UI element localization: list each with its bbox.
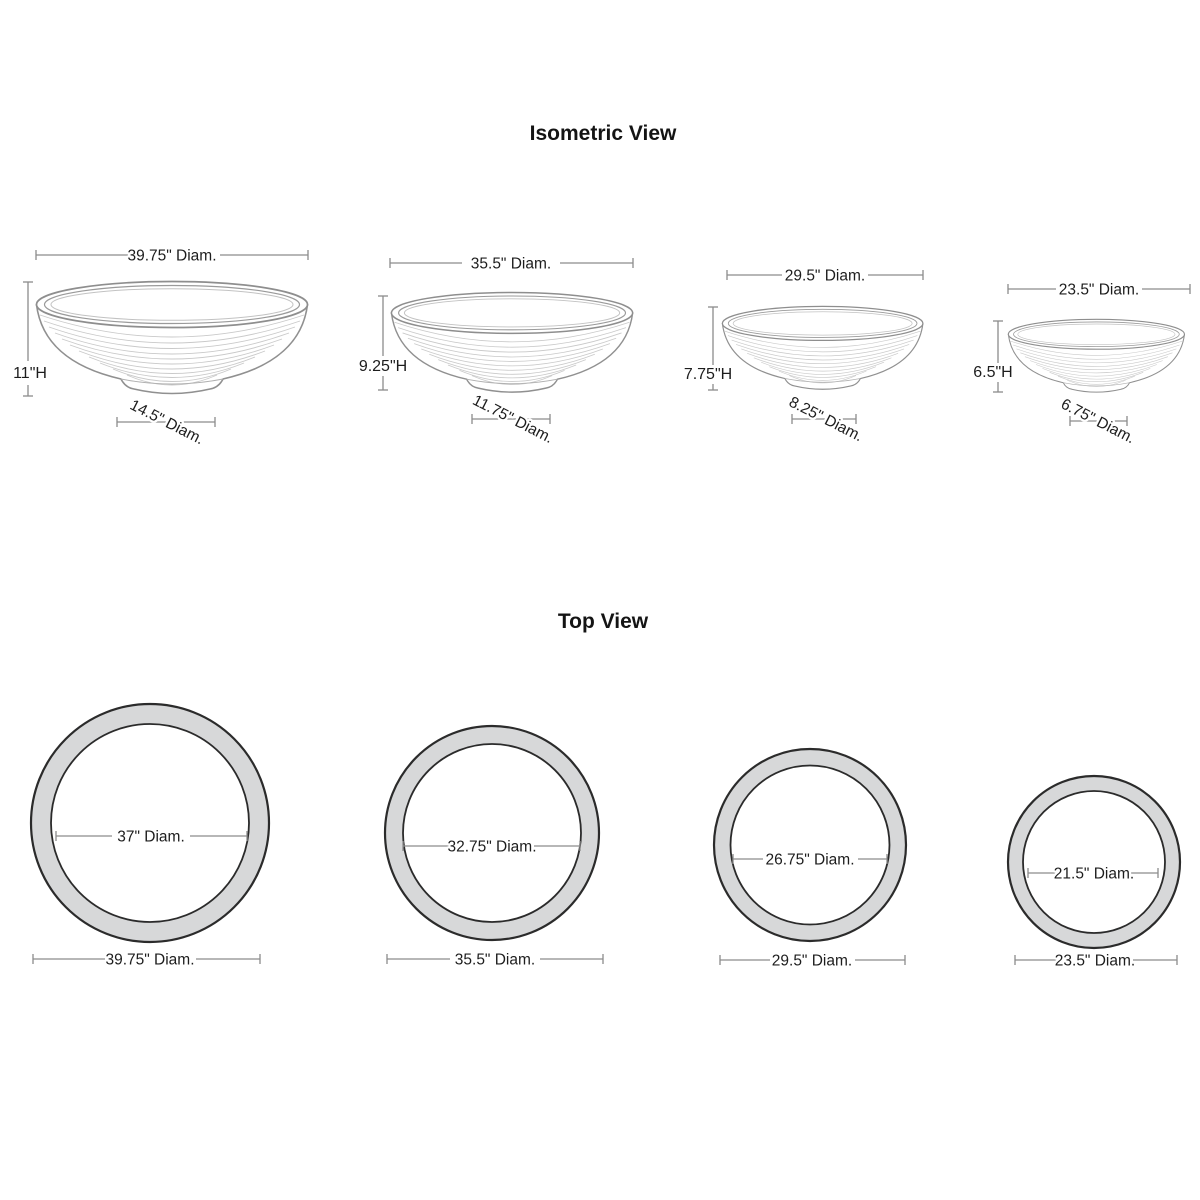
top-view-circle-1 [31, 704, 269, 969]
isometric-bowl-4 [1008, 319, 1184, 392]
top-view-circle-3 [714, 749, 906, 970]
isometric-view-title: Isometric View [529, 122, 677, 145]
bowl-1-rim-diameter-label: 39.75" Diam. [127, 247, 217, 265]
bowl-3-base-diameter-label: 8.25" Diam. [786, 393, 866, 446]
circle-3-outer-diameter-label: 29.5" Diam. [771, 952, 853, 970]
circle-1-ring-inner [51, 724, 249, 922]
bowl-1-height-label: 11"H [13, 365, 47, 382]
bowl-4-base-diameter-label: 6.75" Diam. [1058, 395, 1138, 448]
bowl-2-base-diameter-label: 11.75" Diam. [469, 391, 556, 447]
circle-1-outer-diameter-label: 39.75" Diam. [105, 951, 195, 969]
top-view-section [31, 610, 1180, 970]
isometric-bowl-3 [722, 306, 923, 389]
circle-4-ring-inner [1023, 791, 1165, 933]
circle-2-outer-diameter-label: 35.5" Diam. [454, 951, 536, 969]
circle-3-ring-inner [731, 766, 890, 925]
bowl-2-rim-diameter-label: 35.5" Diam. [470, 255, 552, 273]
isometric-bowl-1 [37, 282, 308, 394]
circle-4-outer-diameter-label: 23.5" Diam. [1054, 952, 1136, 970]
top-view-circle-4 [1008, 776, 1180, 970]
bowl-2-height-dimension [378, 296, 388, 390]
bowl-3-height-label: 7.75"H [683, 366, 733, 383]
isometric-bowl-2 [391, 292, 632, 392]
bowl-4-height-dimension [993, 321, 1003, 392]
circle-2-inner-diameter-label: 32.75" Diam. [447, 838, 537, 856]
bowl-2-height-label: 9.25"H [358, 358, 408, 375]
circle-3-inner-diameter-label: 26.75" Diam. [765, 851, 855, 869]
top-view-title: Top View [557, 610, 649, 633]
circle-2-ring-inner [403, 744, 581, 922]
isometric-view-section [13, 122, 1190, 448]
bowl-1-base-diameter-label: 14.5" Diam. [127, 396, 207, 449]
top-view-circle-2 [385, 726, 603, 969]
bowl-4-rim-diameter-label: 23.5" Diam. [1058, 281, 1140, 299]
bowl-3-rim-diameter-label: 29.5" Diam. [784, 267, 866, 285]
circle-4-inner-diameter-label: 21.5" Diam. [1053, 865, 1135, 883]
circle-1-inner-diameter-label: 37" Diam. [117, 828, 185, 846]
bowl-4-height-label: 6.5"H [973, 364, 1013, 381]
